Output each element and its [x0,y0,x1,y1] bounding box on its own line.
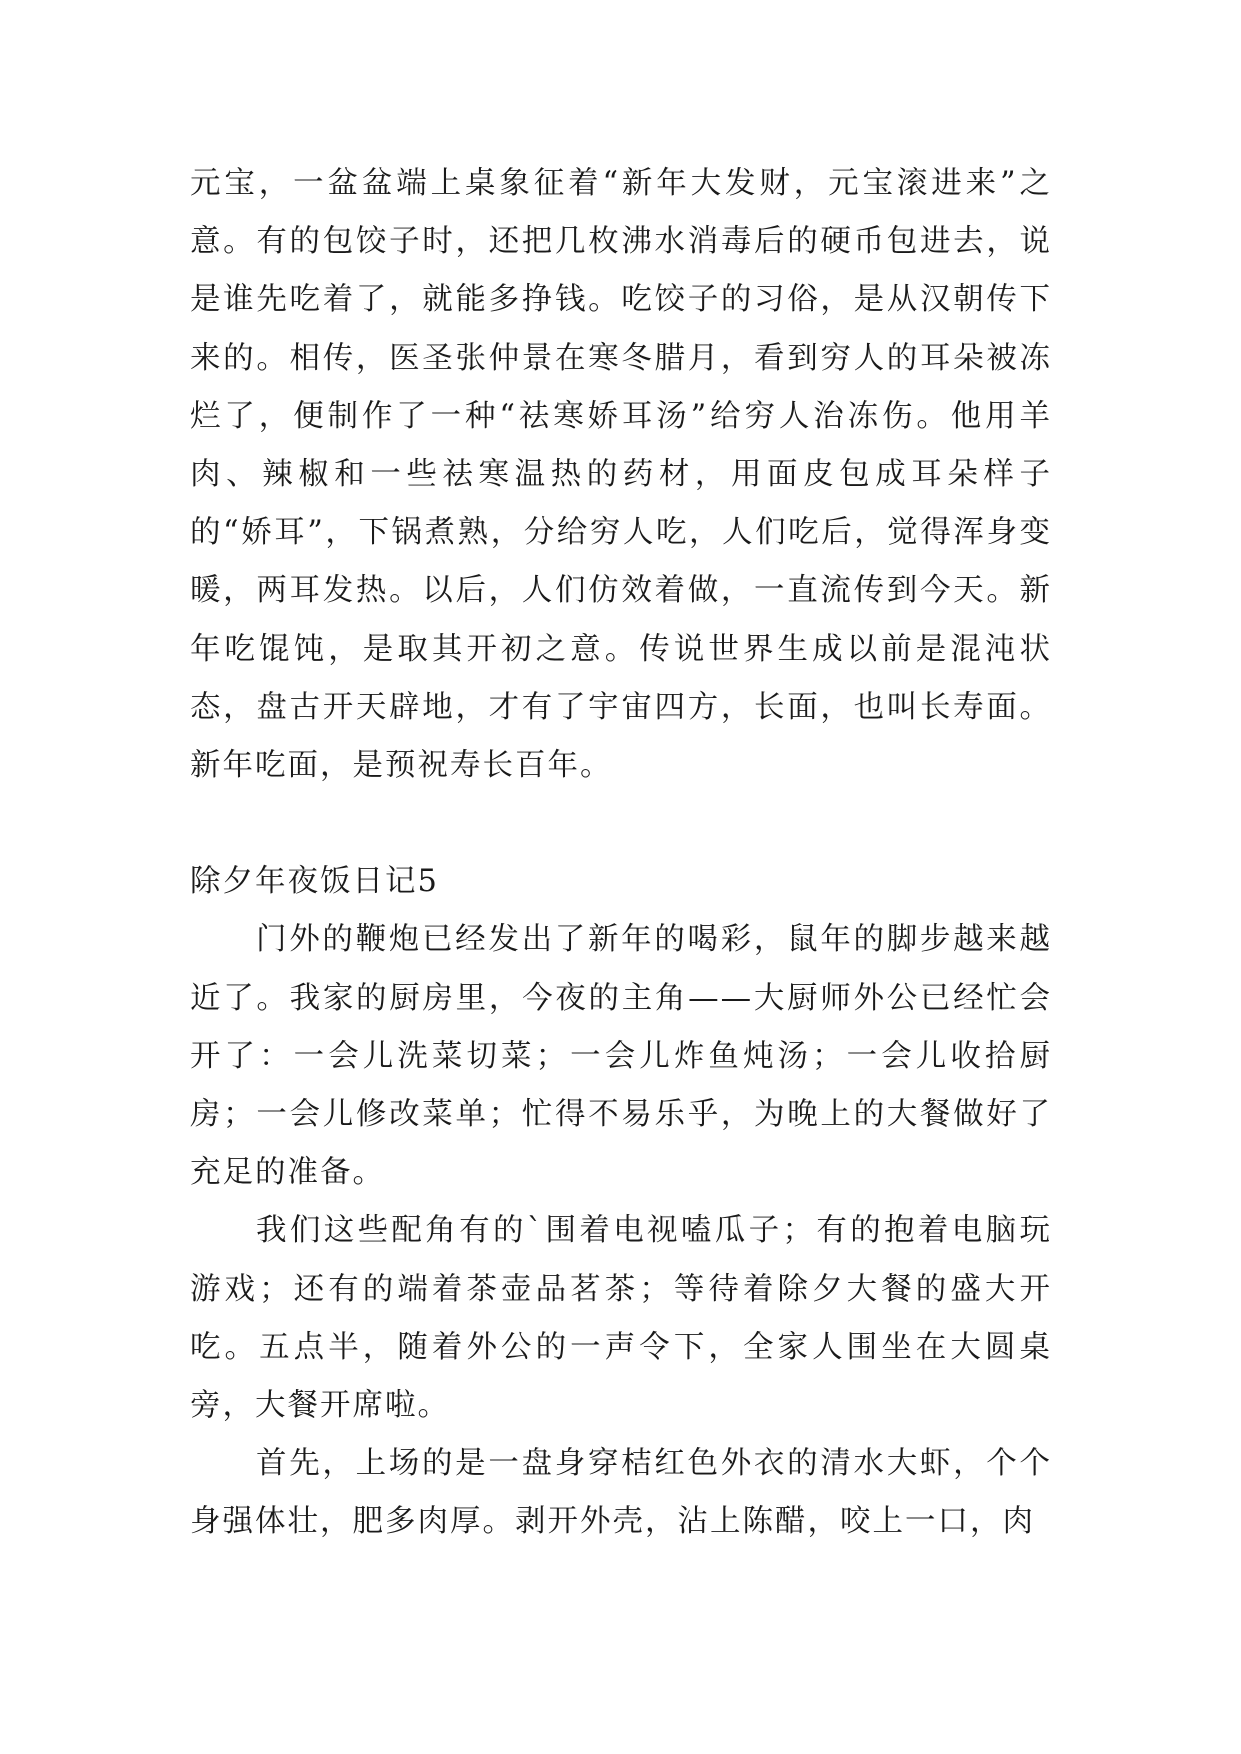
section-heading: 除夕年夜饭日记5 [190,864,439,900]
paragraph-intro-continued: 元宝，一盆盆端上桌象征着“新年大发财，元宝滚进来”之意。有的包饺子时，还把几枚沸水消毒后的硬币包进去，说是谁先吃着了，就能多挣钱。吃饺子的习俗，是从汉朝传下来的。相传，医圣张仲景在寒冬腊月，看到穷人的耳朵被冻烂了，便制作了一种“祛寒娇耳汤”给穷人治冻伤。他用羊肉、辣椒和一些祛寒温热的药材，用面皮包成耳朵样子的“娇耳”，下锅煮熟，分给穷人吃，人们吃后，觉得浑身变暖，两耳发热。以后，人们仿效着做，一直流传到今天。新年吃馄饨，是取其开初之意。传说世界生成以前是混沌状态，盘古开天辟地，才有了宇宙四方，长面，也叫长寿面。新年吃面，是预祝寿长百年。 [190,166,1052,784]
section-paragraph-2: 我们这些配角有的`围着电视嗑瓜子；有的抱着电脑玩游戏；还有的端着茶壶品茗茶；等待着除夕大餐的盛大开吃。五点半，随着外公的一声令下，全家人围坐在大圆桌旁，大餐开席啦。 [190,1213,1052,1424]
document-body [190,155,1052,1552]
section-paragraph-1: 门外的鞭炮已经发出了新年的喝彩，鼠年的脚步越来越近了。我家的厨房里，今夜的主角——大厨师外公已经忙会开了：一会儿洗菜切菜；一会儿炸鱼炖汤；一会儿收拾厨房；一会儿修改菜单；忙得不易乐乎，为晚上的大餐做好了充足的准备。 [190,922,1052,1191]
section-paragraph-3: 首先，上场的是一盘身穿桔红色外衣的清水大虾，个个身强体壮，肥多肉厚。剥开外壳，沾上陈醋，咬上一口，肉 [190,1446,1052,1540]
